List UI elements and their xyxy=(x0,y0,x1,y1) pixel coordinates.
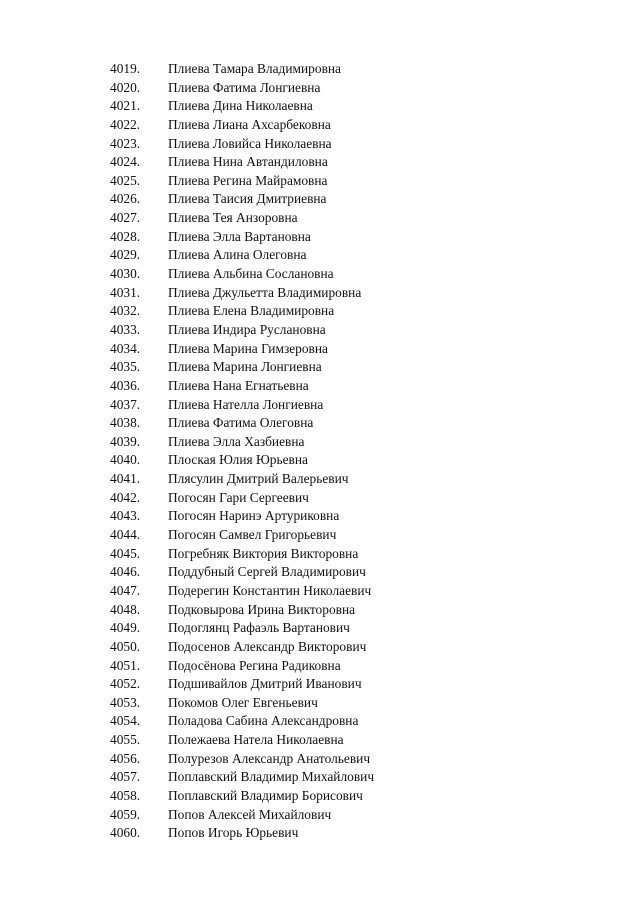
list-item xyxy=(0,321,640,340)
list-item xyxy=(0,507,640,526)
list-item xyxy=(0,396,640,415)
list-item xyxy=(0,377,640,396)
entry-name: Плиева Марина Лонгиевна xyxy=(168,359,322,375)
list-item xyxy=(0,768,640,787)
entry-number: 4050. xyxy=(110,638,141,654)
entry-number: 4053. xyxy=(110,694,141,710)
entry-name: Подоглянц Рафаэль Вартанович xyxy=(168,620,350,636)
entry-name: Плиева Джульетта Владимировна xyxy=(168,284,362,300)
list-item xyxy=(0,246,640,265)
entry-name: Плиева Тея Анзоровна xyxy=(168,210,298,226)
entry-number: 4033. xyxy=(110,321,141,337)
entry-name: Плиева Таисия Дмитриевна xyxy=(168,191,327,207)
entry-number: 4055. xyxy=(110,732,141,748)
list-item xyxy=(0,601,640,620)
entry-name: Плиева Элла Вартановна xyxy=(168,228,311,244)
entry-number: 4046. xyxy=(110,564,141,580)
entry-number: 4021. xyxy=(110,98,141,114)
list-item xyxy=(0,694,640,713)
entry-number: 4056. xyxy=(110,750,141,766)
entry-number: 4035. xyxy=(110,359,141,375)
name-list xyxy=(0,60,640,843)
entry-number: 4029. xyxy=(110,247,141,263)
list-item xyxy=(0,135,640,154)
list-item xyxy=(0,787,640,806)
entry-name: Плиева Марина Гимзеровна xyxy=(168,340,328,356)
entry-name: Погребняк Виктория Викторовна xyxy=(168,545,359,561)
entry-number: 4042. xyxy=(110,489,141,505)
list-item xyxy=(0,712,640,731)
entry-number: 4048. xyxy=(110,601,141,617)
list-item xyxy=(0,582,640,601)
entry-name: Плиева Альбина Сослановна xyxy=(168,266,334,282)
entry-name: Плоская Юлия Юрьевна xyxy=(168,452,308,468)
entry-name: Плиева Фатима Лонгиевна xyxy=(168,79,321,95)
entry-number: 4045. xyxy=(110,545,141,561)
entry-number: 4060. xyxy=(110,825,141,841)
list-item xyxy=(0,60,640,79)
entry-name: Плиева Нателла Лонгиевна xyxy=(168,396,324,412)
entry-number: 4043. xyxy=(110,508,141,524)
list-item xyxy=(0,750,640,769)
list-item xyxy=(0,228,640,247)
entry-name: Подковырова Ирина Викторовна xyxy=(168,601,356,617)
entry-number: 4044. xyxy=(110,527,141,543)
list-item xyxy=(0,526,640,545)
entry-name: Погосян Самвел Григорьевич xyxy=(168,527,337,543)
entry-name: Плиева Элла Хазбиевна xyxy=(168,433,305,449)
list-item xyxy=(0,545,640,564)
entry-name: Плиева Регина Майрамовна xyxy=(168,172,328,188)
entry-number: 4032. xyxy=(110,303,141,319)
entry-number: 4036. xyxy=(110,377,141,393)
list-item xyxy=(0,358,640,377)
entry-name: Погосян Гари Сергеевич xyxy=(168,489,309,505)
entry-name: Погосян Наринэ Артуриковна xyxy=(168,508,340,524)
list-item xyxy=(0,638,640,657)
list-item xyxy=(0,209,640,228)
entry-number: 4026. xyxy=(110,191,141,207)
entry-number: 4040. xyxy=(110,452,141,468)
entry-name: Плясулин Дмитрий Валерьевич xyxy=(168,471,349,487)
entry-number: 4027. xyxy=(110,210,141,226)
entry-name: Плиева Алина Олеговна xyxy=(168,247,307,263)
list-item xyxy=(0,657,640,676)
list-item xyxy=(0,190,640,209)
entry-number: 4047. xyxy=(110,582,141,598)
entry-name: Плиева Ловийса Николаевна xyxy=(168,135,332,151)
list-item xyxy=(0,172,640,191)
entry-name: Поплавский Владимир Борисович xyxy=(168,787,363,803)
entry-name: Поплавский Владимир Михайлович xyxy=(168,769,375,785)
entry-name: Плиева Нина Автандиловна xyxy=(168,154,328,170)
entry-name: Плиева Индира Руслановна xyxy=(168,321,326,337)
list-item xyxy=(0,619,640,638)
entry-number: 4037. xyxy=(110,396,141,412)
entry-number: 4022. xyxy=(110,116,141,132)
entry-name: Плиева Елена Владимировна xyxy=(168,303,335,319)
list-item xyxy=(0,824,640,843)
list-item xyxy=(0,153,640,172)
entry-number: 4049. xyxy=(110,620,141,636)
entry-name: Подосенов Александр Викторович xyxy=(168,638,367,654)
entry-name: Полежаева Натела Николаевна xyxy=(168,732,344,748)
list-item xyxy=(0,675,640,694)
entry-name: Полурезов Александр Анатольевич xyxy=(168,750,371,766)
entry-name: Попов Алексей Михайлович xyxy=(168,806,332,822)
list-item xyxy=(0,414,640,433)
entry-number: 4028. xyxy=(110,228,141,244)
list-item xyxy=(0,563,640,582)
entry-name: Плиева Лиана Ахсарбековна xyxy=(168,116,331,132)
entry-number: 4052. xyxy=(110,676,141,692)
entry-name: Подшивайлов Дмитрий Иванович xyxy=(168,676,362,692)
entry-number: 4054. xyxy=(110,713,141,729)
entry-number: 4025. xyxy=(110,172,141,188)
entry-number: 4039. xyxy=(110,433,141,449)
entry-number: 4024. xyxy=(110,154,141,170)
entry-name: Плиева Фатима Олеговна xyxy=(168,415,314,431)
entry-number: 4023. xyxy=(110,135,141,151)
entry-number: 4020. xyxy=(110,79,141,95)
list-item xyxy=(0,284,640,303)
list-item xyxy=(0,731,640,750)
list-item xyxy=(0,302,640,321)
entry-number: 4041. xyxy=(110,471,141,487)
entry-number: 4034. xyxy=(110,340,141,356)
entry-name: Поладова Сабина Александровна xyxy=(168,713,359,729)
entry-name: Поддубный Сергей Владимирович xyxy=(168,564,366,580)
list-item xyxy=(0,451,640,470)
entry-number: 4057. xyxy=(110,769,141,785)
entry-name: Подосёнова Регина Радиковна xyxy=(168,657,341,673)
list-item xyxy=(0,340,640,359)
entry-name: Плиева Тамара Владимировна xyxy=(168,61,341,76)
list-item xyxy=(0,97,640,116)
entry-number: 4038. xyxy=(110,415,141,431)
entry-number: 4051. xyxy=(110,657,141,673)
entry-number: 4058. xyxy=(110,787,141,803)
entry-number: 4059. xyxy=(110,806,141,822)
list-item xyxy=(0,806,640,825)
list-item xyxy=(0,265,640,284)
entry-name: Подерегин Константин Николаевич xyxy=(168,582,372,598)
entry-name: Попов Игорь Юрьевич xyxy=(168,825,299,841)
list-item xyxy=(0,116,640,135)
list-item xyxy=(0,489,640,508)
entry-name: Плиева Дина Николаевна xyxy=(168,98,313,114)
entry-number: 4019. xyxy=(110,61,141,76)
list-item xyxy=(0,433,640,452)
entry-number: 4031. xyxy=(110,284,141,300)
list-item xyxy=(0,470,640,489)
entry-name: Плиева Нана Егнатьевна xyxy=(168,377,309,393)
list-item xyxy=(0,79,640,98)
entry-number: 4030. xyxy=(110,266,141,282)
entry-name: Покомов Олег Евгеньевич xyxy=(168,694,318,710)
